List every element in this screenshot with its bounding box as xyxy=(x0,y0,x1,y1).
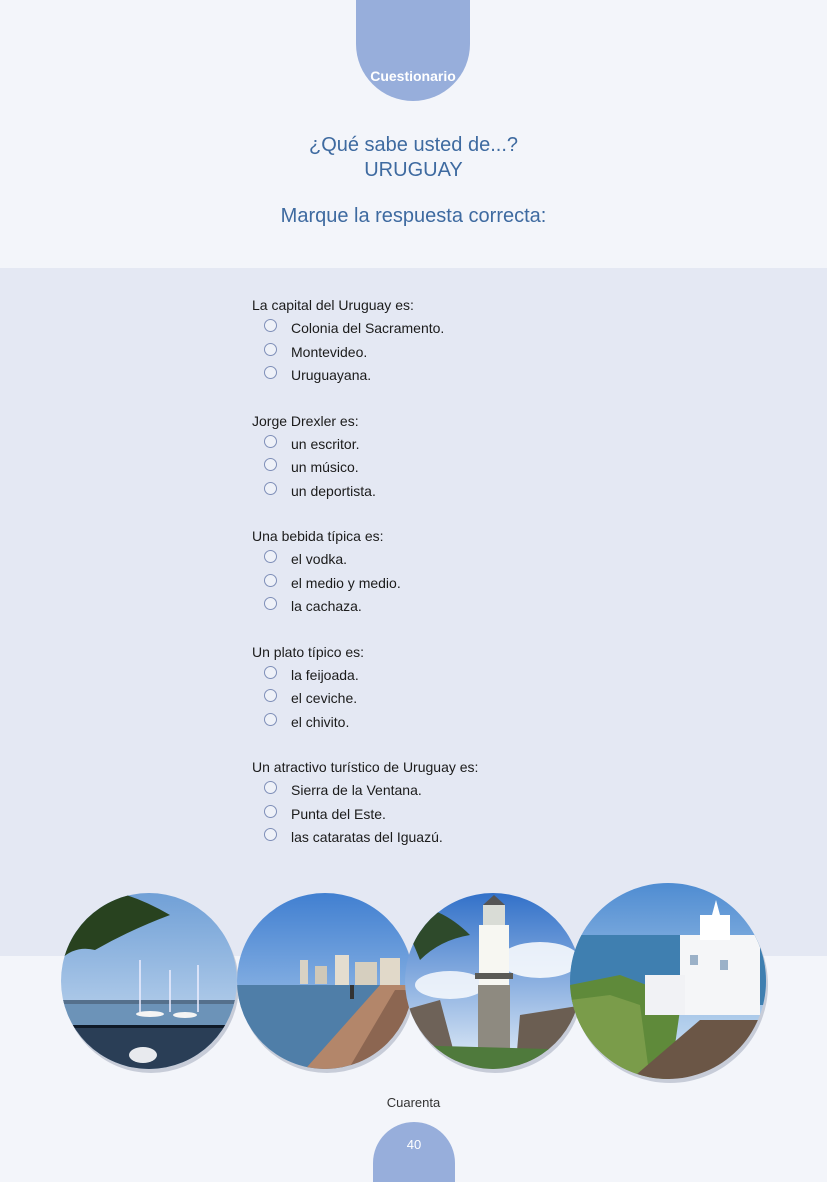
radio-button[interactable] xyxy=(264,366,277,379)
radio-button[interactable] xyxy=(264,482,277,495)
question-block xyxy=(252,641,672,734)
radio-button[interactable] xyxy=(264,828,277,841)
answer-option-label: Montevideo. xyxy=(291,343,368,360)
answer-option[interactable] xyxy=(252,432,672,456)
radio-button[interactable] xyxy=(264,435,277,448)
answer-option-label: el chivito. xyxy=(291,713,350,730)
radio-button[interactable] xyxy=(264,550,277,563)
question-text: Una bebida típica es: xyxy=(252,528,384,544)
answer-option[interactable] xyxy=(252,663,672,687)
page-number: 40 xyxy=(406,1137,422,1152)
radio-button[interactable] xyxy=(264,597,277,610)
answer-option[interactable] xyxy=(252,594,672,618)
answer-option-label: las cataratas del Iguazú. xyxy=(291,829,443,845)
question-text: La capital del Uruguay es: xyxy=(252,297,414,313)
page-word: Cuarenta xyxy=(386,1095,441,1110)
answer-option-label: Sierra de la Ventana. xyxy=(291,782,422,798)
section-tab-label: Cuestionario xyxy=(370,68,456,84)
question-block xyxy=(252,525,672,618)
country-title: URUGUAY xyxy=(364,159,463,181)
answer-option-label: un músico. xyxy=(291,459,359,475)
question-text: Un atractivo turístico de Uruguay es: xyxy=(252,759,479,775)
radio-button[interactable] xyxy=(264,574,277,587)
answer-option-label: Uruguayana. xyxy=(291,367,372,383)
answer-option-label: un escritor. xyxy=(291,435,360,452)
page-number-tab xyxy=(373,1122,455,1182)
answer-option-label: la feijoada. xyxy=(291,666,359,683)
radio-button[interactable] xyxy=(264,805,277,818)
radio-button[interactable] xyxy=(264,781,277,794)
radio-button[interactable] xyxy=(264,689,277,702)
answer-option-label: un deportista. xyxy=(291,482,376,499)
answer-option[interactable] xyxy=(252,455,672,479)
answer-option[interactable] xyxy=(252,686,672,710)
answer-option[interactable] xyxy=(252,547,672,571)
answer-option[interactable] xyxy=(252,710,672,734)
radio-button[interactable] xyxy=(264,319,277,332)
question-text: Jorge Drexler es: xyxy=(252,412,359,429)
question-block xyxy=(252,410,672,503)
answer-option-label: la cachaza. xyxy=(291,598,362,614)
answer-option[interactable] xyxy=(252,571,672,595)
radio-button[interactable] xyxy=(264,666,277,679)
answer-option[interactable] xyxy=(252,802,672,826)
answer-option-label: el medio y medio. xyxy=(291,574,401,591)
radio-button[interactable] xyxy=(264,713,277,726)
section-tab xyxy=(356,0,470,101)
answer-option-label: Colonia del Sacramento. xyxy=(291,320,445,336)
instruction: Marque la respuesta correcta: xyxy=(280,205,547,227)
answer-option[interactable] xyxy=(252,363,672,387)
answer-option[interactable] xyxy=(252,316,672,340)
answer-option-label: el vodka. xyxy=(291,551,348,567)
answer-option-label: el ceviche. xyxy=(291,690,358,706)
answer-option-label: Punta del Este. xyxy=(291,805,386,822)
radio-button[interactable] xyxy=(264,458,277,471)
answer-option[interactable] xyxy=(252,340,672,364)
answer-option[interactable] xyxy=(252,825,672,849)
question-block xyxy=(252,756,672,849)
radio-button[interactable] xyxy=(264,343,277,356)
question-block xyxy=(252,294,672,387)
question-text: Un plato típico es: xyxy=(252,643,365,660)
quiz-title: ¿Qué sabe usted de...? xyxy=(308,134,519,156)
quiz-list xyxy=(252,294,672,872)
answer-option[interactable] xyxy=(252,479,672,503)
answer-option[interactable] xyxy=(252,778,672,802)
